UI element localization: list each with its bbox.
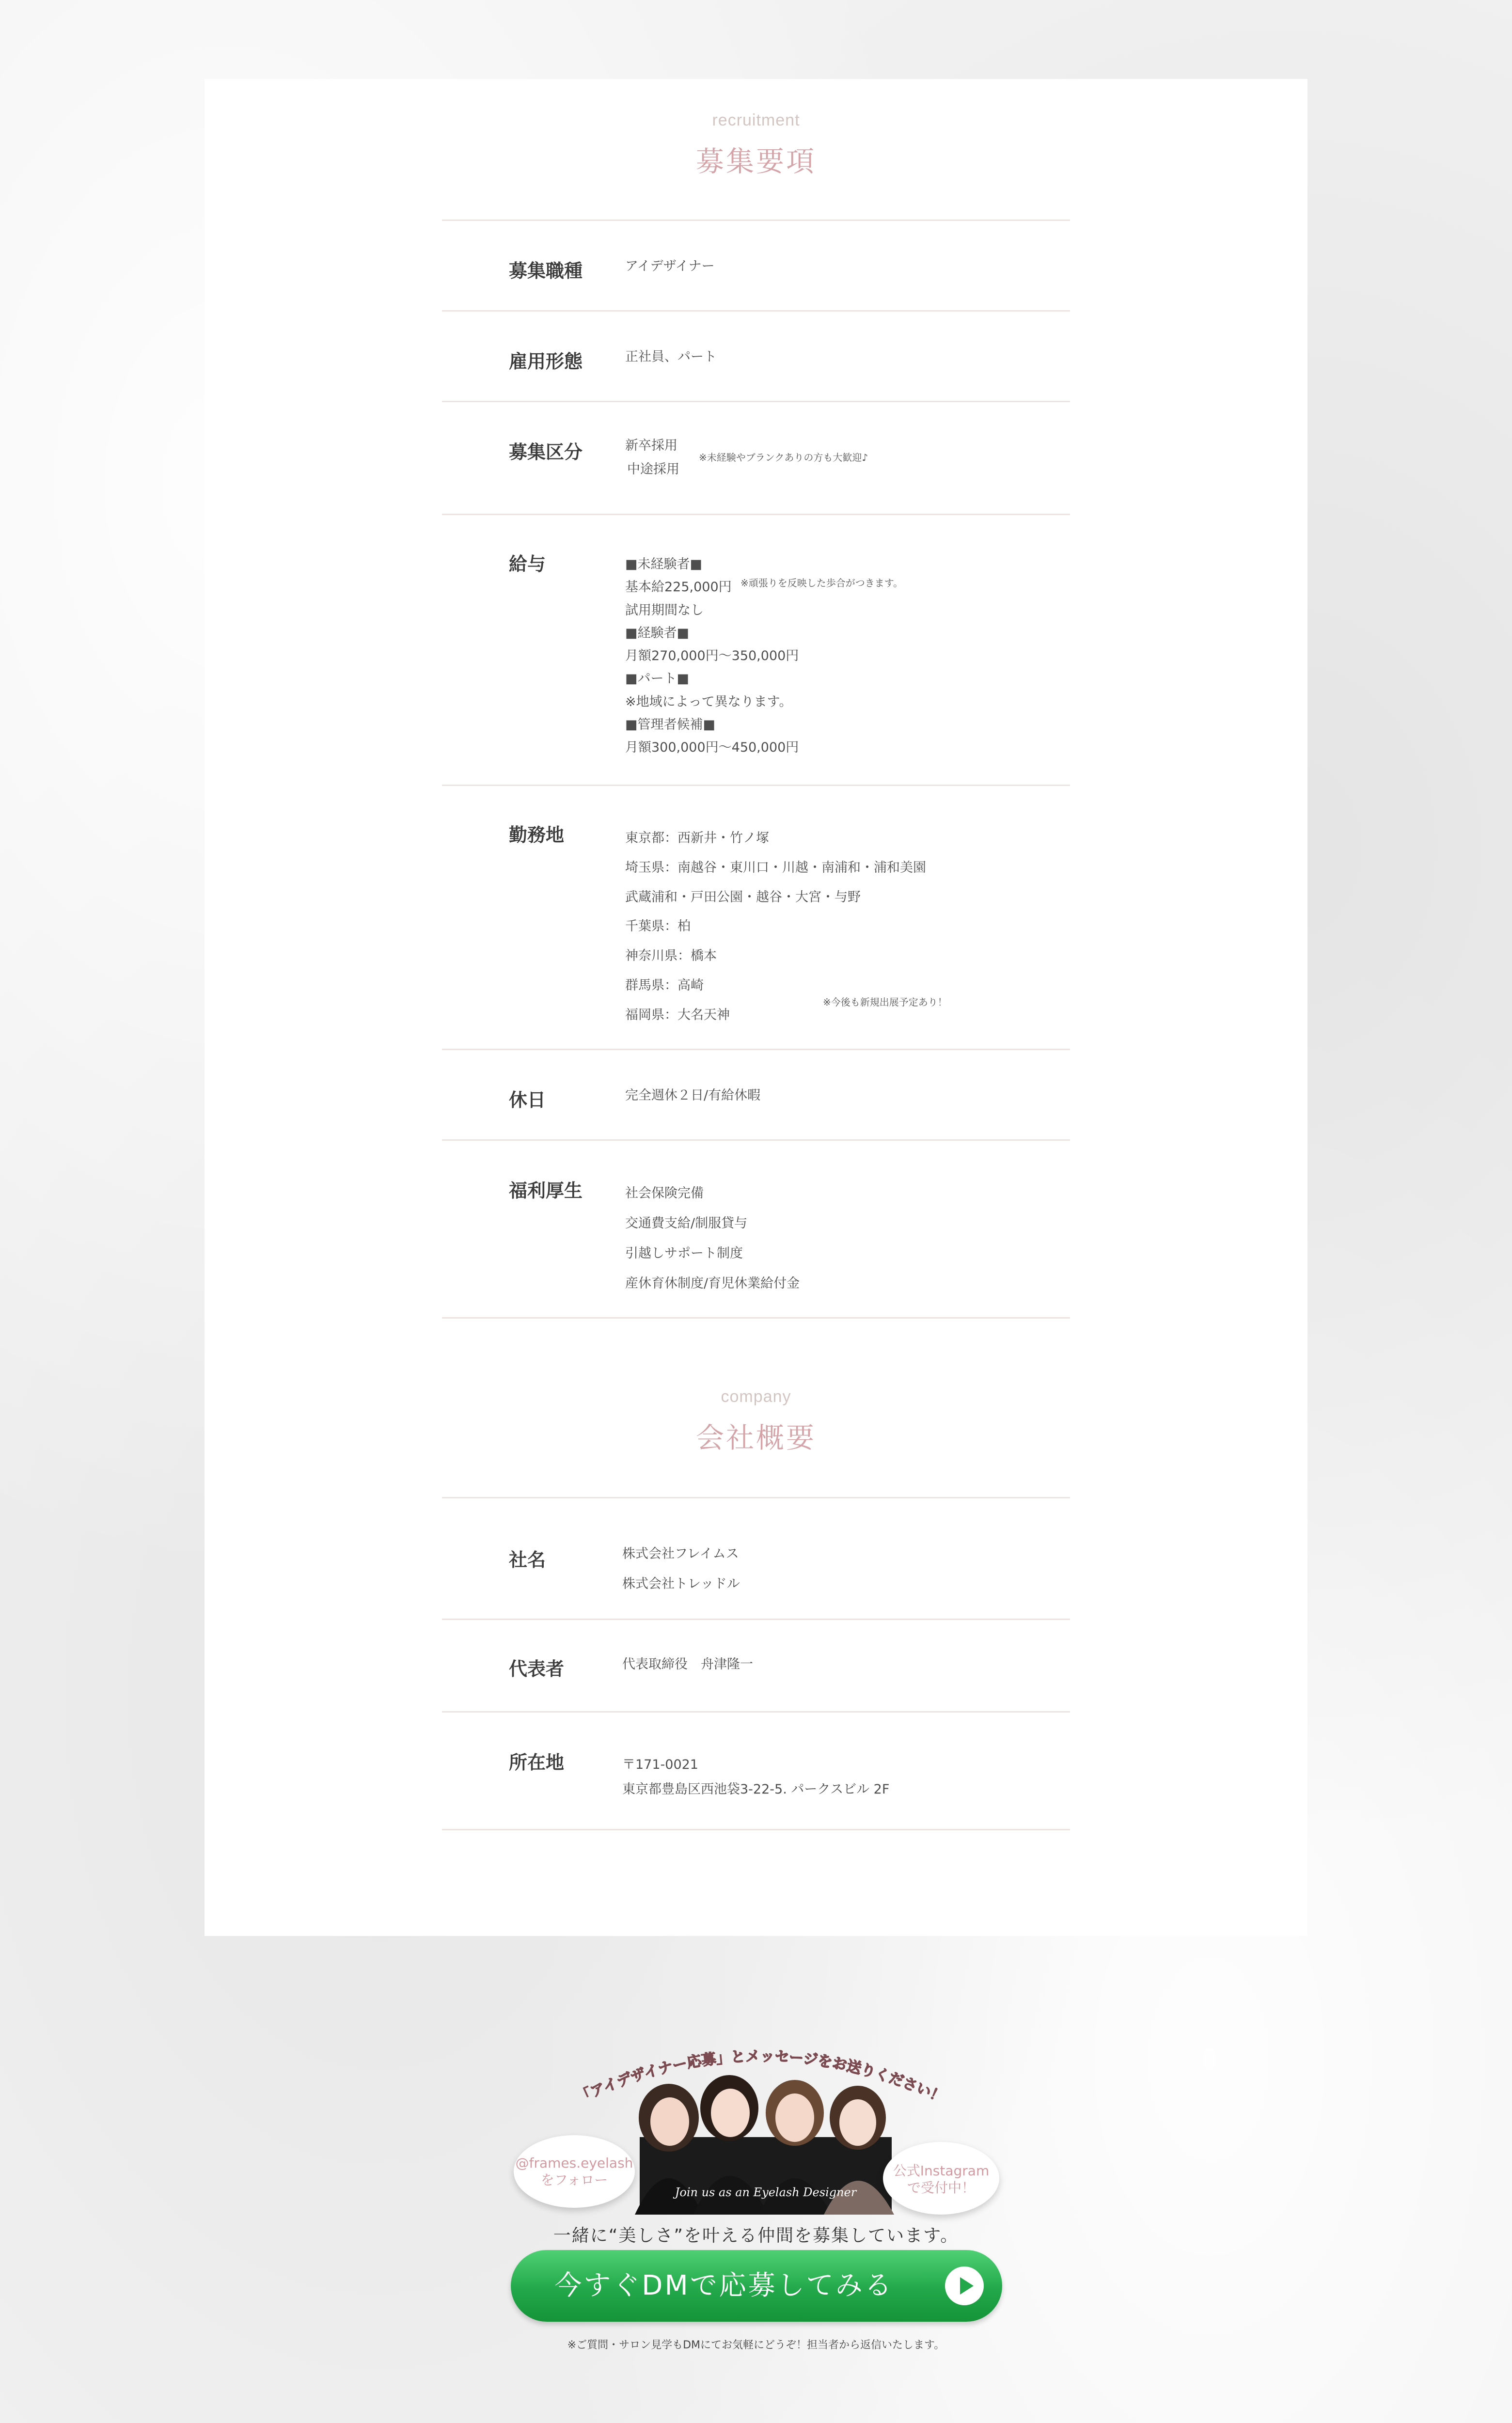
value-line: 株式会社トレッドル: [622, 1576, 740, 1592]
company-header: [205, 1387, 1307, 1456]
row-value: [622, 1539, 740, 1599]
value-line: 正社員、パート: [625, 349, 717, 364]
value-line: 引越しサポート制度: [625, 1246, 743, 1261]
photo-caption: Join us as an Eyelash Designer: [675, 2186, 857, 2199]
value-line: アイデザイナー: [625, 259, 715, 274]
row-label-representative: 代表者: [509, 1658, 565, 1680]
company-title: 会社概要: [695, 1421, 816, 1454]
row-note: ※頑張りを反映した歩合がつきます。: [740, 577, 903, 589]
content-panel: [205, 79, 1307, 1936]
instagram-bubble: [883, 2142, 999, 2215]
row-value: [625, 1089, 760, 1102]
row-value: [622, 1752, 889, 1802]
value-line: 代表取締役 舟津隆一: [622, 1657, 753, 1672]
row-label-holidays: 休日: [509, 1089, 546, 1111]
table-row: [442, 1620, 1070, 1713]
row-note: ※未経験やブランクありの方も大歓迎♪: [699, 452, 868, 463]
row-label-location: 勤務地: [509, 824, 565, 846]
value-line: 株式会社フレイムス: [622, 1546, 739, 1561]
recruitment-table: [442, 220, 1070, 1319]
recruitment-header: [205, 111, 1307, 179]
instagram-sub: で受付中！: [907, 2180, 975, 2196]
table-row: [442, 515, 1070, 786]
value-line: 社会保険完備: [625, 1186, 704, 1201]
table-row: [442, 220, 1070, 312]
value-line: 月額270,000円〜350,000円: [625, 648, 799, 663]
value-line: 神奈川県：橋本: [625, 948, 717, 963]
dm-note: ※ご質問・サロン見学もDMにてお気軽にどうぞ！担当者から返信いたします。: [567, 2339, 945, 2351]
value-line: 東京都豊島区西池袋3-22-5. パークスビル 2F: [622, 1782, 890, 1797]
recruitment-title: 募集要項: [695, 145, 816, 178]
value-line: 中途採用: [627, 462, 679, 477]
value-line: 群馬県：高崎: [625, 977, 704, 993]
staff-group-illustration: [630, 2064, 901, 2215]
follow-bubble: [514, 2135, 635, 2208]
value-line: ■未経験者■: [625, 557, 703, 572]
row-label-company-name: 社名: [509, 1549, 546, 1571]
value-line: 埼玉県：南越谷・東川口・川越・南浦和・浦和美園: [625, 860, 926, 875]
value-line: ■パート■: [625, 671, 690, 687]
row-label-benefits: 福利厚生: [509, 1180, 583, 1201]
table-row: [442, 1713, 1070, 1830]
value-line: 基本給225,000円: [625, 580, 732, 595]
table-row: [442, 312, 1070, 402]
table-row: [442, 1050, 1070, 1141]
arc-text-path: 「アイデザイナー応募」とメッセージをお送りください！: [574, 2047, 947, 2107]
value-line: 完全週休２日/有給休暇: [625, 1088, 761, 1103]
table-row: [442, 1497, 1070, 1620]
row-label-category: 募集区分: [509, 441, 583, 463]
follow-label: をフォロー: [540, 2172, 608, 2188]
table-row: [442, 402, 1070, 515]
row-value: [625, 439, 679, 476]
instagram-label: 公式Instagram: [893, 2163, 990, 2179]
row-value: [625, 1179, 800, 1299]
row-label-employment: 雇用形態: [509, 351, 583, 372]
value-line: ■管理者候補■: [625, 717, 716, 732]
value-line: 試用期間なし: [625, 602, 704, 618]
table-row: [442, 1141, 1070, 1319]
row-label-job-type: 募集職種: [509, 260, 583, 282]
value-line: ■経験者■: [625, 625, 690, 641]
row-label-address: 所在地: [509, 1752, 565, 1773]
value-line: 産休育休制度/育児休業給付金: [625, 1276, 800, 1291]
staff-photo: [630, 2064, 901, 2215]
follow-handle: @frames.eyelash: [515, 2155, 633, 2171]
play-arrow-icon: [945, 2266, 984, 2305]
value-line: 〒171-0021: [622, 1757, 698, 1772]
table-row: [442, 786, 1070, 1050]
recruitment-title-en: recruitment: [712, 111, 800, 129]
company-title-en: company: [721, 1387, 791, 1406]
row-label-salary: 給与: [509, 553, 546, 575]
value-line: 月額300,000円〜450,000円: [625, 740, 799, 755]
row-note: ※今後も新規出展予定あり！: [823, 996, 947, 1008]
value-line: 交通費支給/制服貸与: [625, 1216, 748, 1231]
row-value: [622, 1658, 753, 1671]
value-line: 東京都：西新井・竹ノ塚: [625, 831, 769, 846]
value-line: 福岡県：大名天神: [625, 1007, 730, 1023]
company-table: [442, 1497, 1070, 1830]
recruit-tagline: 一緒に“美しさ”を叶える仲間を募集しています。: [553, 2226, 959, 2246]
value-line: 新卒採用: [625, 438, 677, 453]
value-line: ※地域によって異なります。: [625, 694, 792, 709]
value-line: 千葉県：柏: [625, 919, 691, 934]
row-value: [625, 350, 717, 363]
value-line: 武蔵浦和・戸田公園・越谷・大宮・与野: [625, 889, 861, 905]
row-value: [625, 260, 715, 273]
dm-apply-label: 今すぐDMで応募してみる: [554, 2270, 894, 2301]
dm-apply-button[interactable]: [511, 2250, 1002, 2322]
